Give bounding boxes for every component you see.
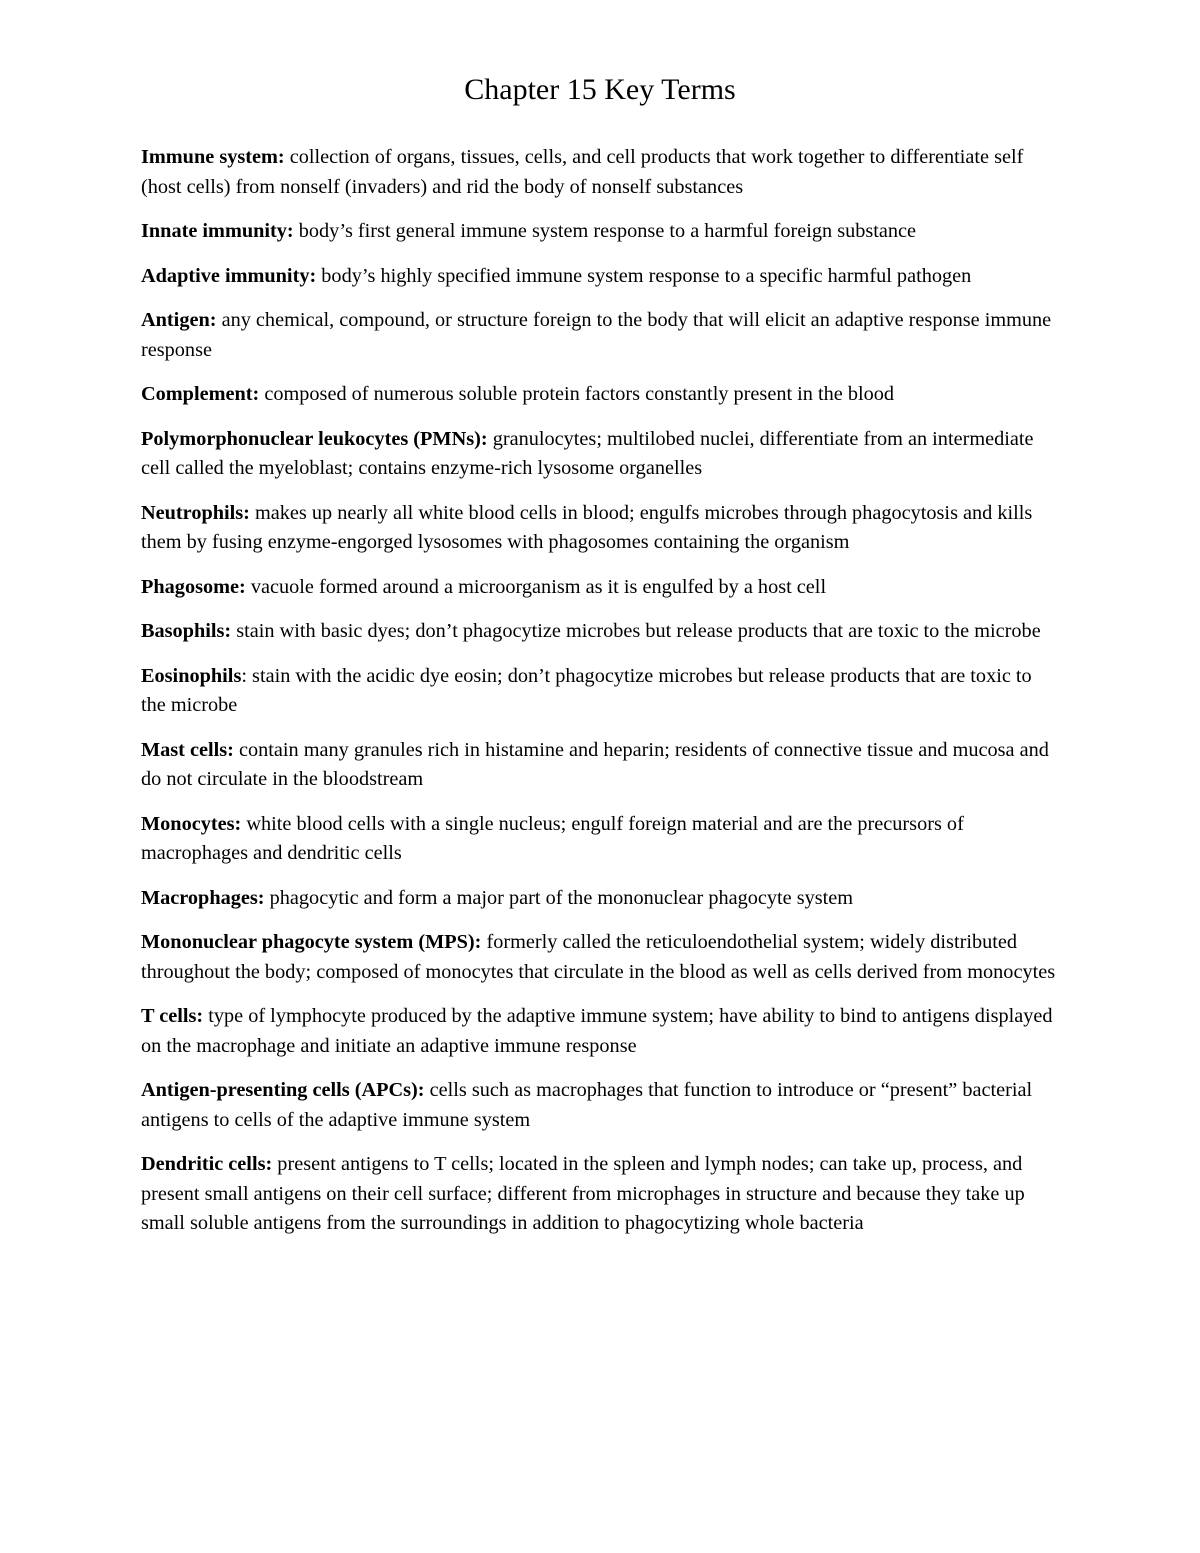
term-definition: phagocytic and form a major part of the mononuclear phagocyte system — [264, 886, 854, 909]
term-entry — [141, 884, 1061, 914]
term-entry — [141, 262, 1061, 292]
term-entry — [141, 810, 1061, 869]
term-name: Macrophages: — [141, 886, 265, 909]
term-definition: vacuole formed around a microorganism as it is engulfed by a host cell — [245, 575, 827, 598]
term-definition: body’s first general immune system response to a harmful foreign substance — [293, 220, 917, 242]
term-name: Antigen: — [141, 309, 217, 331]
term-entry — [141, 380, 1061, 410]
term-definition: stain with basic dyes; don’t phagocytize microbes but release products that are toxic to the microbe — [231, 620, 1041, 642]
term-entry — [141, 1002, 1061, 1061]
term-definition: makes up nearly all white blood cells in blood; engulfs microbes through phagocytosis and kills them by fusing enzyme-engorged lysosomes with phagosomes containing the organism — [141, 501, 1033, 553]
term-name: Monocytes: — [141, 812, 242, 835]
key-terms-list — [141, 143, 1061, 1254]
term-definition: type of lymphocyte produced by the adaptive immune system; have ability to bind to antigens displayed on the macrophage and initiate an adaptive immune response — [141, 1005, 1053, 1057]
term-entry — [141, 499, 1061, 558]
term-name: Immune system: — [141, 146, 285, 168]
term-definition: collection of organs, tissues, cells, and cell products that work together to differentiate self (host cells) from nonself (invaders) and rid the body of nonself substances — [141, 146, 1024, 198]
term-name: Neutrophils: — [141, 501, 250, 524]
term-entry — [141, 306, 1061, 365]
term-definition: composed of numerous soluble protein factors constantly present in the blood — [259, 383, 895, 405]
term-name: Innate immunity: — [141, 220, 294, 242]
term-definition: granulocytes; multilobed nuclei, differentiate from an intermediate cell called the myeloblast; contains enzyme-rich lysosome organelles — [141, 427, 1034, 479]
term-definition: contain many granules rich in histamine and heparin; residents of connective tissue and mucosa and do not circulate in the bloodstream — [141, 738, 1049, 790]
term-name: Mast cells: — [141, 738, 234, 761]
term-name: Antigen-presenting cells (APCs): — [141, 1079, 425, 1101]
page-title: Chapter 15 Key Terms — [464, 73, 736, 106]
term-definition: any chemical, compound, or structure foreign to the body that will elicit an adaptive response immune response — [141, 309, 1052, 361]
term-entry — [141, 143, 1061, 202]
term-entry — [141, 617, 1061, 647]
term-entry — [141, 217, 1061, 247]
term-entry — [141, 662, 1061, 721]
term-name: Basophils: — [141, 620, 232, 642]
term-name: Dendritic cells: — [141, 1153, 273, 1175]
term-name: Mononuclear phagocyte system (MPS): — [141, 931, 482, 953]
term-entry — [141, 736, 1061, 795]
term-name: Complement: — [141, 383, 260, 405]
term-definition: present antigens to T cells; located in the spleen and lymph nodes; can take up, process, and present small antigens on their cell surface; different from microphages in structure and because they take up small soluble antigens from the surroundings in addition to phagocytizing whole bacteria — [141, 1153, 1025, 1234]
term-definition: white blood cells with a single nucleus; engulf foreign material and are the precursors of macrophages and dendritic cells — [141, 812, 964, 864]
term-entry — [141, 1076, 1061, 1135]
term-name: Polymorphonuclear leukocytes (PMNs): — [141, 427, 488, 450]
term-definition: cells such as macrophages that function to introduce or “present” bacterial antigens to cells of the adaptive immune system — [141, 1079, 1033, 1131]
term-entry — [141, 425, 1061, 484]
term-entry — [141, 928, 1061, 987]
term-definition: : stain with the acidic dye eosin; don’t phagocytize microbes but release products that are toxic to the microbe — [141, 664, 1032, 716]
term-name: Eosinophils — [141, 664, 242, 687]
term-name: Adaptive immunity: — [141, 264, 317, 287]
term-name: T cells: — [141, 1005, 204, 1027]
term-entry — [141, 1150, 1061, 1239]
term-definition: formerly called the reticuloendothelial system; widely distributed throughout the body; composed of monocytes that circulate in the blood as well as cells derived from monocytes — [141, 931, 1056, 983]
term-name: Phagosome: — [141, 575, 246, 598]
term-definition: body’s highly specified immune system response to a specific harmful pathogen — [316, 264, 972, 287]
term-entry — [141, 573, 1061, 603]
